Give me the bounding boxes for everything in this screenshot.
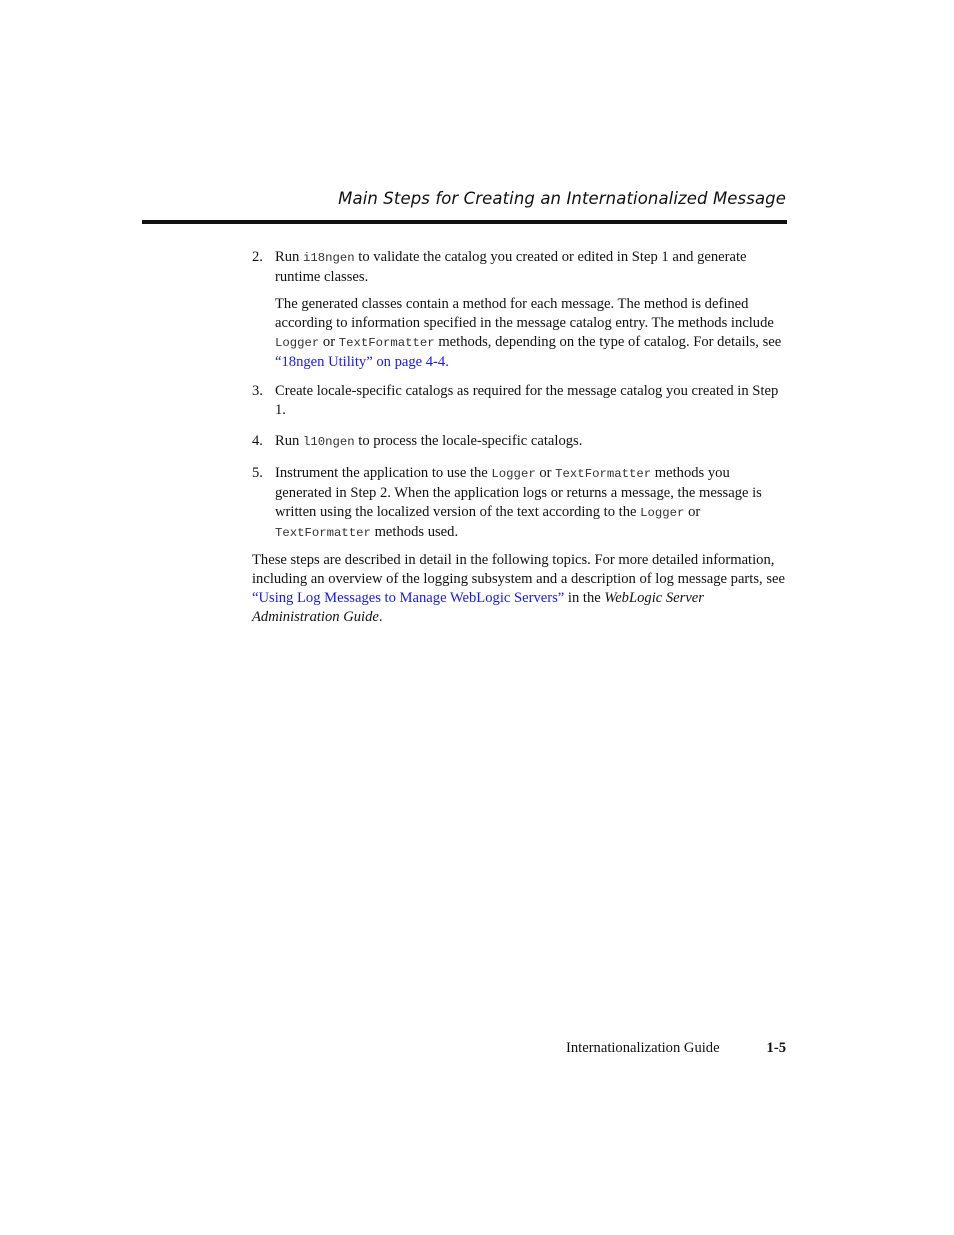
link-using-log-messages[interactable]: “Using Log Messages to Manage WebLogic Servers” — [252, 590, 565, 606]
step-number: 5. — [252, 465, 263, 481]
step-number: 2. — [252, 249, 263, 265]
code-textformatter: TextFormatter — [275, 526, 371, 540]
running-header-title: Main Steps for Creating an Internationalized Message — [338, 189, 786, 208]
step-3 — [252, 382, 787, 420]
step-4-text: Run l10ngen to process the locale-specific catalogs. — [275, 433, 583, 449]
code-logger: Logger — [491, 467, 536, 481]
step-2 — [252, 248, 787, 287]
step-number: 4. — [252, 433, 263, 449]
step-2-detail-paragraph: The generated classes contain a method for each message. The method is defined according to information specified in the message catalog entry. The methods include Logger or TextFormatter methods, depending on the type of catalog. For details, see “18ngen Utility” on page 4-4. — [275, 296, 782, 370]
page-number: 1-5 — [766, 1040, 786, 1056]
code-logger: Logger — [640, 506, 685, 520]
code-l10ngen: l10ngen — [302, 435, 355, 449]
step-5 — [252, 464, 787, 543]
guide-title: WebLogic Server Administration Guide — [252, 590, 704, 625]
code-i18ngen: i18ngen — [302, 251, 355, 265]
step-5-text: Instrument the application to use the Logger or TextFormatter methods you generated in Step 2. When the application logs or returns a message, the message is written using the localized version of the text according to the Logger or TextFormatter methods used. — [275, 465, 762, 540]
closing-paragraph: These steps are described in detail in the following topics. For more detailed information, including an overview of the logging subsystem and a description of log message parts, see “Using Log Messages to Manage WebLogic Servers” in the WebLogic Server Administration Guide. — [252, 552, 785, 625]
step-4 — [252, 432, 787, 452]
step-2-text: Run i18ngen to validate the catalog you created or edited in Step 1 and generate runtime classes. — [275, 249, 747, 285]
step-3-text: Create locale-specific catalogs as required for the message catalog you created in Step 1. — [275, 383, 779, 418]
code-textformatter: TextFormatter — [555, 467, 652, 481]
code-logger: Logger — [275, 336, 320, 350]
link-18ngen-utility[interactable]: “18ngen Utility” on page 4-4 — [275, 354, 446, 370]
header-rule — [142, 220, 787, 224]
footer-guide-name: Internationalization Guide — [566, 1040, 720, 1056]
code-textformatter: TextFormatter — [338, 336, 435, 350]
step-number: 3. — [252, 383, 263, 399]
